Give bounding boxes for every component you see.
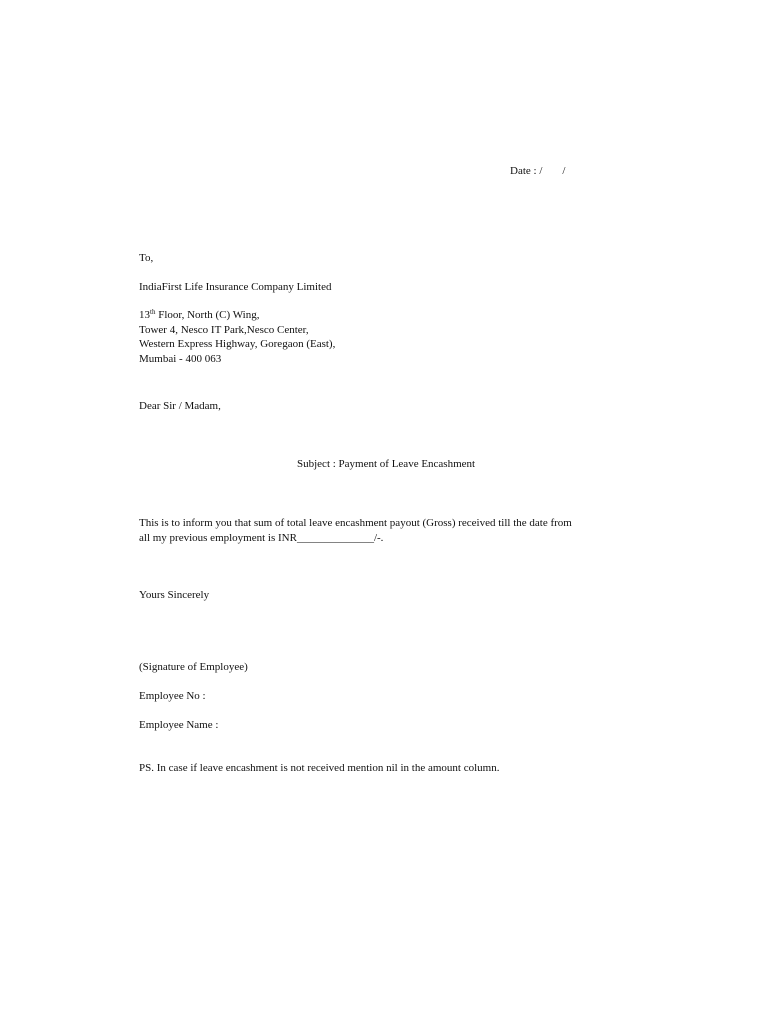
signature-label: (Signature of Employee)	[139, 661, 248, 673]
recipient-address	[139, 308, 335, 366]
address-line-2: Tower 4, Nesco IT Park,Nesco Center,	[139, 323, 309, 336]
address-line-4: Mumbai - 400 063	[139, 352, 222, 365]
body-paragraph	[139, 516, 572, 545]
closing: Yours Sincerely	[139, 589, 210, 601]
address-line-3: Western Express Highway, Goregaon (East),	[139, 338, 336, 350]
body-line-2: all my previous employment is INR______________/-.	[139, 531, 384, 544]
recipient-company: IndiaFirst Life Insurance Company Limited	[139, 281, 332, 293]
address-line-1: 13th Floor, North (C) Wing,	[139, 308, 260, 321]
subject-line: Subject : Payment of Leave Encashment	[297, 458, 476, 470]
salutation: Dear Sir / Madam,	[139, 400, 221, 412]
date-label: Date : /	[510, 165, 543, 177]
date-field	[510, 164, 565, 179]
body-line-1: This is to inform you that sum of total leave encashment payout (Gross) received till the date from	[139, 517, 572, 529]
date-separator: /	[562, 165, 566, 177]
employee-name-label: Employee Name :	[139, 719, 219, 731]
recipient-to: To,	[139, 252, 154, 264]
postscript: PS. In case if leave encashment is not received mention nil in the amount column.	[139, 762, 500, 774]
employee-no-label: Employee No :	[139, 690, 206, 702]
